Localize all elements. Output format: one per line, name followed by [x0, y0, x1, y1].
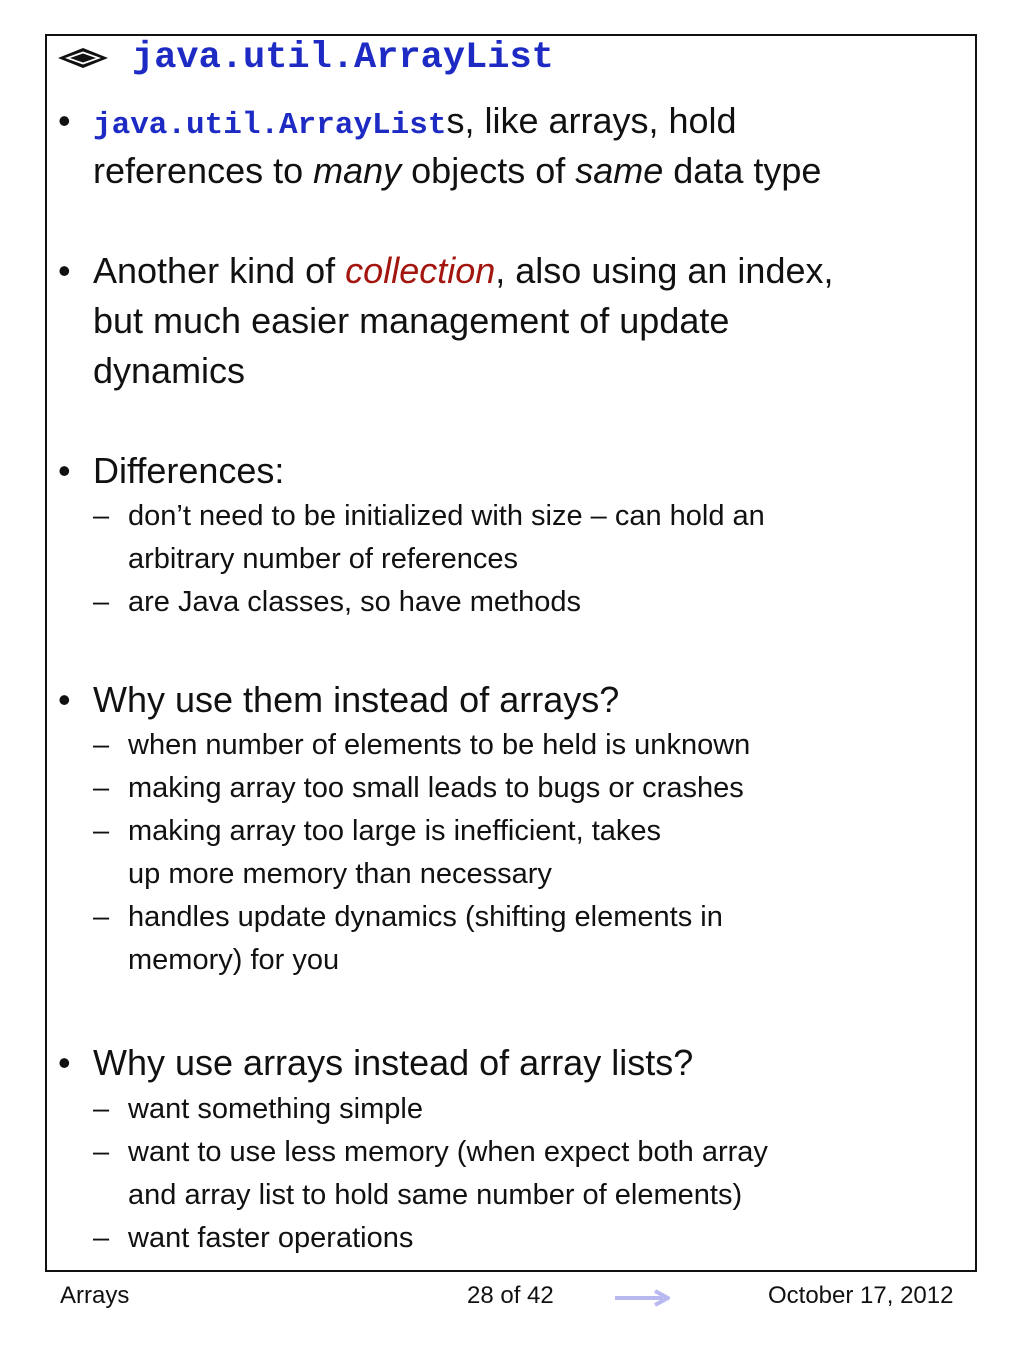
bullet-collection	[58, 246, 958, 396]
bullet-arraylist	[58, 96, 958, 196]
bullet-label: Why use them instead of arrays?	[93, 679, 620, 720]
arrow-right-icon[interactable]	[613, 1289, 671, 1307]
bullet-label: Why use arrays instead of array lists?	[93, 1042, 694, 1083]
bullet-differences	[58, 446, 958, 496]
emphasis-text: same	[575, 150, 664, 191]
bullet-line: but much easier management of update	[93, 300, 730, 341]
title-row	[56, 36, 554, 80]
bullet-line: Another kind of collection, also using an index,	[93, 250, 834, 291]
bullet-symbol: •	[58, 450, 71, 491]
footer-page-number: 28 of 42	[467, 1282, 554, 1309]
bullet-symbol: •	[58, 250, 71, 291]
page-title: java.util.ArrayList	[132, 37, 554, 79]
bullet-symbol: •	[58, 1042, 71, 1083]
bullet-line: java.util.ArrayLists, like arrays, hold	[93, 100, 737, 143]
footer-date: October 17, 2012	[768, 1282, 954, 1309]
diamond-icon	[56, 46, 110, 70]
footer-section: Arrays	[60, 1282, 130, 1309]
bullet-line: references to many objects of same data type	[93, 150, 822, 191]
emphasis-text: many	[313, 150, 402, 191]
bullet-symbol: •	[58, 100, 71, 141]
bullet-label: Differences:	[93, 450, 285, 491]
bullet-line: dynamics	[93, 350, 246, 391]
bullet-why-arrays	[58, 1038, 958, 1088]
collection-emphasis: collection	[345, 250, 496, 291]
inline-code: java.util.ArrayList	[93, 108, 447, 143]
bullet-symbol: •	[58, 679, 71, 720]
bullet-why-arraylists	[58, 675, 958, 725]
